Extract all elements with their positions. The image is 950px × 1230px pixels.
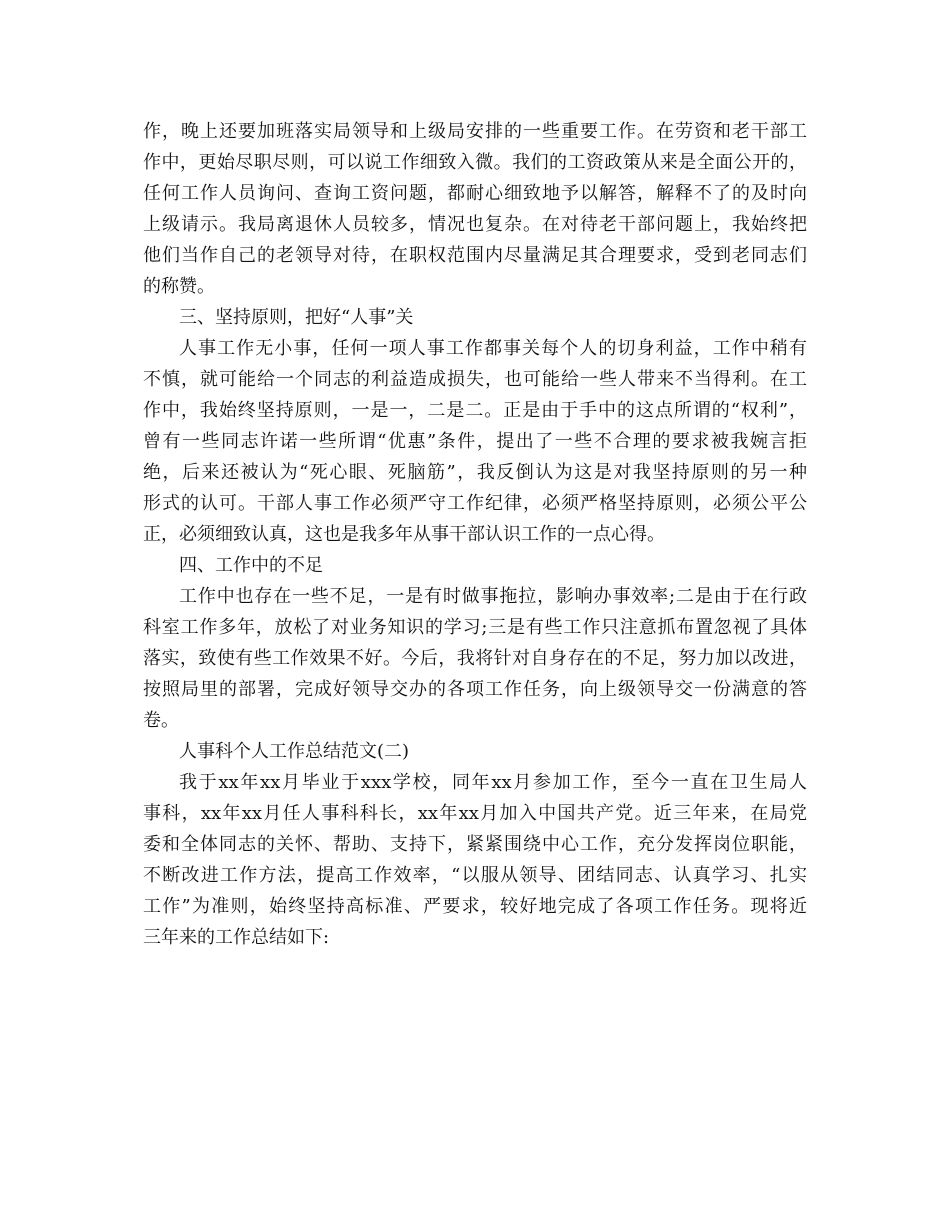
text-line: 人事工作无小事，任何一项人事工作都事关每个人的切身利益，工作中稍有 <box>179 338 807 359</box>
text-line: 曾有一些同志许诺一些所谓“优惠”条件，提出了一些不合理的要求被我婉言拒 <box>143 431 807 452</box>
text-line: 不慎，就可能给一个同志的利益造成损失，也可能给一些人带来不当得利。在工 <box>143 369 807 390</box>
text-line: 绝，后来还被认为“死心眼、死脑筋”，我反倒认为这是对我坚持原则的另一种 <box>143 462 807 483</box>
text-line: 作，晚上还要加班落实局领导和上级局安排的一些重要工作。在劳资和老干部工 <box>143 121 807 142</box>
text-line: 卷。 <box>143 710 179 731</box>
text-line: 的称赞。 <box>143 276 215 297</box>
text-line: 他们当作自己的老领导对待，在职权范围内尽量满足其合理要求，受到老同志们 <box>143 245 807 266</box>
text-line: 上级请示。我局离退休人员较多，情况也复杂。在对待老干部问题上，我始终把 <box>143 214 807 235</box>
paragraph-3 <box>143 581 807 736</box>
text-line: 工作中也存在一些不足，一是有时做事拖拉，影响办事效率;二是由于在行政 <box>179 586 807 607</box>
text-line: 正，必须细致认真，这也是我多年从事干部认识工作的一点心得。 <box>143 524 665 545</box>
text-line: 按照局里的部署，完成好领导交办的各项工作任务，向上级领导交一份满意的答 <box>143 679 807 700</box>
text-line: 科室工作多年，放松了对业务知识的学习;三是有些工作只注意抓布置忽视了具体 <box>143 617 807 638</box>
section-heading-4: 四、工作中的不足 <box>179 555 323 576</box>
article-title-2: 人事科个人工作总结范文(二) <box>179 741 410 762</box>
paragraph-1 <box>143 116 807 302</box>
text-line: 三年来的工作总结如下: <box>143 927 330 948</box>
text-line: 我于xx年xx月毕业于xxx学校，同年xx月参加工作，至今一直在卫生局人 <box>179 772 807 793</box>
text-line: 不断改进工作方法，提高工作效率，“以服从领导、团结同志、认真学习、扎实 <box>143 865 807 886</box>
section-heading-3: 三、坚持原则，把好“人事”关 <box>179 307 414 328</box>
paragraph-4 <box>143 767 807 953</box>
text-line: 任何工作人员询问、查询工资问题，都耐心细致地予以解答，解释不了的及时向 <box>143 183 807 204</box>
text-line: 委和全体同志的关怀、帮助、支持下，紧紧围绕中心工作，充分发挥岗位职能， <box>143 834 807 855</box>
text-line: 形式的认可。干部人事工作必须严守工作纪律，必须严格坚持原则，必须公平公 <box>143 493 807 514</box>
text-line: 事科，xx年xx月任人事科科长，xx年xx月加入中国共产党。近三年来，在局党 <box>143 803 807 824</box>
paragraph-2 <box>143 333 807 550</box>
text-line: 作中，我始终坚持原则，一是一，二是二。正是由于手中的这点所谓的“权利”， <box>143 400 807 421</box>
text-line: 工作”为准则，始终坚持高标准、严要求，较好地完成了各项工作任务。现将近 <box>143 896 807 917</box>
text-line: 落实，致使有些工作效果不好。今后，我将针对自身存在的不足，努力加以改进， <box>143 648 807 669</box>
text-line: 作中，更始尽职尽则，可以说工作细致入微。我们的工资政策从来是全面公开的， <box>143 152 807 173</box>
document-body <box>143 116 807 953</box>
